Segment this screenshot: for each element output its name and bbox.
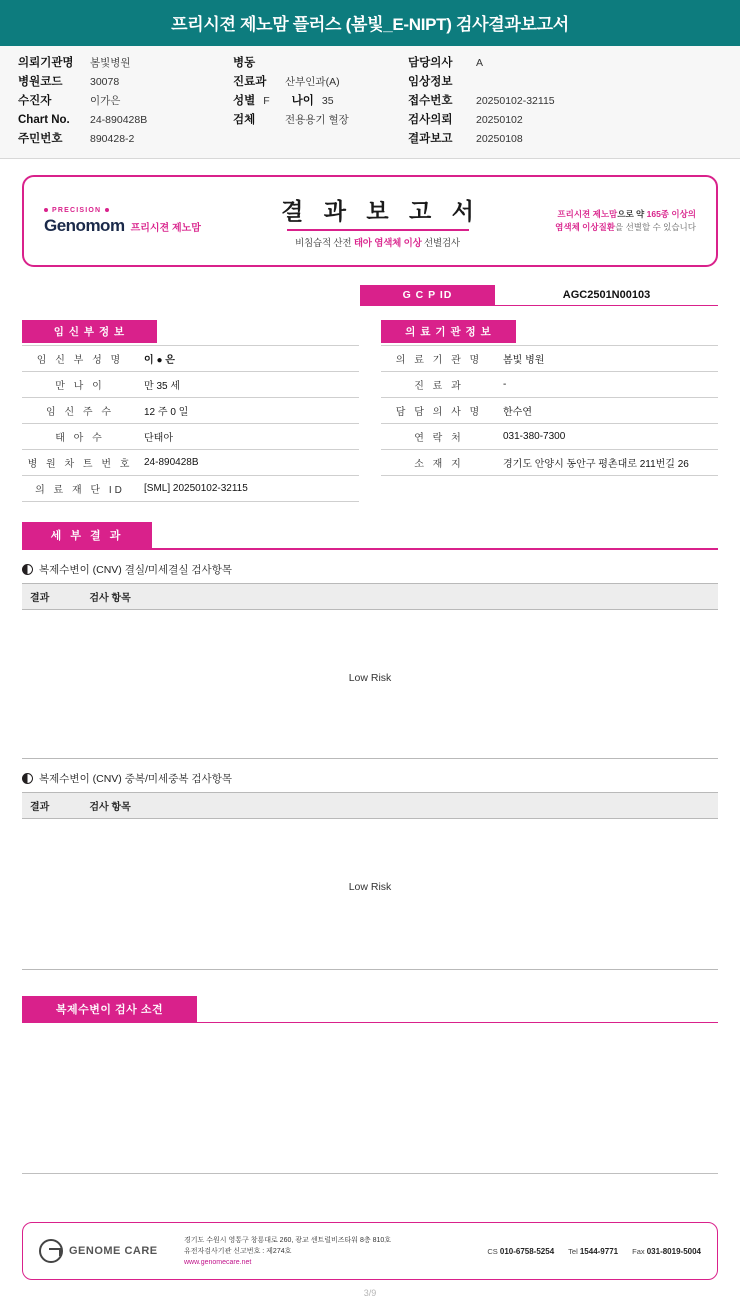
brand-block <box>44 207 244 236</box>
header-column-3 <box>408 56 708 146</box>
column-header-result: 결과 <box>30 592 50 604</box>
brand-tagline <box>44 207 244 214</box>
footer-website-link[interactable]: www.genomecare.net <box>184 1258 252 1266</box>
header-field-sex-age <box>233 94 408 108</box>
row-value: 이 ● 은 <box>134 346 359 372</box>
footer-address <box>184 1235 487 1268</box>
header-field-patient-name <box>18 94 233 108</box>
header-label: 병원코드 <box>18 76 63 88</box>
contact-tel-value: 1544-9771 <box>579 1246 619 1256</box>
table-row <box>381 424 718 450</box>
header-label: 병동 <box>233 57 256 69</box>
row-value: [SML] 20250102-32115 <box>134 476 359 502</box>
bullet-icon <box>22 773 33 784</box>
cnv-deletion-table-body <box>22 610 718 759</box>
header-label: 검사의뢰 <box>408 114 453 126</box>
header-field-clinical-info <box>408 75 708 89</box>
note-text-1: 으로 약 <box>617 209 647 219</box>
table-row <box>381 450 718 476</box>
contact-cs <box>487 1247 554 1256</box>
note-count: 165종 이상의 <box>646 209 696 219</box>
gcp-id-label: G C P ID <box>360 285 495 306</box>
row-value: 봄빛 병원 <box>493 346 718 372</box>
footer-card <box>22 1222 718 1280</box>
report-title-block <box>244 193 511 249</box>
genome-care-logo-text: GENOME CARE <box>69 1245 158 1257</box>
report-title: 결 과 보 고 서 <box>281 198 481 224</box>
contact-fax-label: Fax <box>632 1246 645 1256</box>
header-field-accession-no <box>408 94 708 108</box>
column-header-item: 검사 항목 <box>89 592 131 604</box>
info-section <box>22 320 718 502</box>
header-label: 접수번호 <box>408 95 453 107</box>
header-label: 수진자 <box>18 95 52 107</box>
patient-header <box>0 46 740 159</box>
header-label: Chart No. <box>18 114 70 126</box>
header-value: A <box>476 57 484 69</box>
gcp-id-value: AGC2501N00103 <box>495 285 718 306</box>
header-field-resident-no <box>18 132 233 146</box>
contact-fax <box>632 1247 701 1256</box>
row-key: 소 재 지 <box>381 450 493 476</box>
row-value: 12 주 0 일 <box>134 398 359 424</box>
contact-tel-label: Tel <box>568 1246 578 1256</box>
contact-cs-label: CS <box>487 1246 498 1256</box>
footer-address-line1: 경기도 수원시 영통구 창룡대로 260, 광교 센트럴비즈타워 8층 810호 <box>184 1236 392 1244</box>
dot-icon <box>105 208 109 212</box>
genome-care-mark-icon <box>39 1239 63 1263</box>
subtitle-prefix: 비침습적 산전 <box>295 238 354 249</box>
footer-address-line2: 유전자검사기관 신고번호 : 제274호 <box>184 1247 292 1255</box>
cnv-deletion-block <box>22 562 718 759</box>
genome-care-logo <box>39 1239 184 1263</box>
header-field-hospital-code <box>18 75 233 89</box>
row-key: 태 아 수 <box>22 424 134 450</box>
row-value: 만 35 세 <box>134 372 359 398</box>
header-value-sex: F <box>263 95 270 107</box>
row-value: 031-380-7300 <box>493 424 718 450</box>
header-value: 30078 <box>90 76 120 88</box>
row-key: 담 담 의 사 명 <box>381 398 493 424</box>
note-brand: 프리시젼 제노맘 <box>557 209 618 219</box>
table-row <box>22 398 359 424</box>
header-column-1 <box>18 56 233 146</box>
row-value: 한수연 <box>493 398 718 424</box>
header-value: 20250108 <box>476 133 523 145</box>
header-value: 20250102-32115 <box>476 95 555 107</box>
header-field-ward <box>233 56 408 70</box>
table-row <box>22 372 359 398</box>
row-value: 단태아 <box>134 424 359 450</box>
report-note-line2 <box>511 221 696 234</box>
dot-icon <box>44 208 48 212</box>
header-label: 검체 <box>233 114 256 126</box>
header-label: 임상정보 <box>408 76 453 88</box>
subtitle-bold: 태아 염색체 이상 <box>353 238 422 249</box>
header-label: 의뢰기관명 <box>18 57 74 69</box>
footer-contacts <box>487 1247 701 1256</box>
report-note-line1 <box>511 208 696 221</box>
mother-info-heading: 임 신 부 정 보 <box>22 320 157 343</box>
header-field-chart-no <box>18 113 233 127</box>
brand-name-row <box>44 216 244 236</box>
table-row <box>22 476 359 502</box>
row-key: 임 신 주 수 <box>22 398 134 424</box>
hospital-info-block <box>381 320 718 502</box>
header-column-2 <box>233 56 408 146</box>
page-title: 프리시젼 제노맘 플러스 (봄빛_E-NIPT) 검사결과보고서 <box>0 0 740 46</box>
cnv-duplication-table-head <box>22 792 718 819</box>
report-header-card <box>22 175 718 267</box>
header-label: 진료과 <box>233 76 267 88</box>
column-header-result: 결과 <box>30 801 50 813</box>
cnv-duplication-risk: Low Risk <box>348 880 392 893</box>
table-row <box>381 346 718 372</box>
cnv-duplication-title-row <box>22 771 718 786</box>
row-key: 임 신 부 성 명 <box>22 346 134 372</box>
opinion-heading: 복제수변이 검사 소견 <box>22 996 197 1022</box>
brand-name: Genomom <box>44 215 125 235</box>
row-key: 진 료 과 <box>381 372 493 398</box>
column-header-item: 검사 항목 <box>89 801 131 813</box>
header-label-age: 나이 <box>291 95 314 107</box>
page-number: 3/9 <box>363 1288 377 1298</box>
row-value: - <box>493 372 718 398</box>
table-row <box>22 424 359 450</box>
note-disease: 염색체 이상질환 <box>555 222 615 232</box>
header-value: 24-890428B <box>90 114 148 126</box>
header-field-department <box>233 75 408 89</box>
detail-heading: 세 부 결 과 <box>22 522 152 548</box>
header-field-report-date <box>408 132 708 146</box>
header-label-sex: 성별 <box>233 95 256 107</box>
header-value: 890428-2 <box>90 133 135 145</box>
cnv-duplication-title: 복제수변이 (CNV) 중복/미세중복 검사항목 <box>39 772 232 785</box>
bullet-icon <box>22 564 33 575</box>
row-key: 만 나 이 <box>22 372 134 398</box>
header-value: 전용용기 혈장 <box>285 114 349 126</box>
cnv-deletion-title-row <box>22 562 718 577</box>
hospital-info-table <box>381 345 718 476</box>
opinion-body <box>22 1023 718 1174</box>
mother-info-table <box>22 345 359 502</box>
contact-tel <box>568 1247 618 1256</box>
header-label: 담당의사 <box>408 57 453 69</box>
row-value: 경기도 안양시 동안구 평촌대로 211번길 26 <box>493 450 718 476</box>
row-key: 의 료 재 단 ID <box>22 476 134 502</box>
header-value: 봄빛병원 <box>90 57 131 69</box>
opinion-section <box>22 996 718 1205</box>
header-field-request-date <box>408 113 708 127</box>
report-note <box>511 208 696 234</box>
table-row <box>381 398 718 424</box>
detail-heading-rule <box>22 548 718 550</box>
note-text-2: 을 선별할 수 있습니다 <box>615 222 696 232</box>
table-row <box>381 372 718 398</box>
row-key: 의 료 기 관 명 <box>381 346 493 372</box>
contact-fax-value: 031-8019-5004 <box>646 1246 701 1256</box>
table-row <box>22 346 359 372</box>
header-field-specimen <box>233 113 408 127</box>
gcp-id-row <box>360 285 718 306</box>
header-field-doctor <box>408 56 708 70</box>
brand-tag-text: PRECISION <box>52 206 102 214</box>
cnv-duplication-block <box>22 771 718 970</box>
row-key: 연 락 처 <box>381 424 493 450</box>
mother-info-block <box>22 320 359 502</box>
header-label: 주민번호 <box>18 133 63 145</box>
contact-cs-value: 010-6758-5254 <box>499 1246 555 1256</box>
cnv-deletion-risk: Low Risk <box>348 671 392 684</box>
title-underline <box>287 229 469 231</box>
header-label: 결과보고 <box>408 133 453 145</box>
cnv-deletion-title: 복제수변이 (CNV) 결실/미세결실 검사항목 <box>39 563 232 576</box>
hospital-info-heading: 의 료 기 관 정 보 <box>381 320 516 343</box>
header-value: 20250102 <box>476 114 523 126</box>
detail-section-header <box>22 522 718 550</box>
report-subtitle <box>244 235 511 249</box>
brand-name-kr: 프리시젼 제노맘 <box>130 222 201 234</box>
table-row <box>22 450 359 476</box>
row-key: 병 원 차 트 번 호 <box>22 450 134 476</box>
header-value-age: 35 <box>321 95 334 107</box>
header-value: 이가은 <box>90 95 121 107</box>
subtitle-suffix: 선별검사 <box>421 238 460 249</box>
cnv-duplication-table-body <box>22 819 718 970</box>
header-field-institution <box>18 56 233 70</box>
cnv-deletion-table-head <box>22 583 718 610</box>
row-value: 24-890428B <box>134 450 359 476</box>
header-value: 산부인과(A) <box>285 76 340 88</box>
opinion-body-extra <box>22 1174 718 1204</box>
